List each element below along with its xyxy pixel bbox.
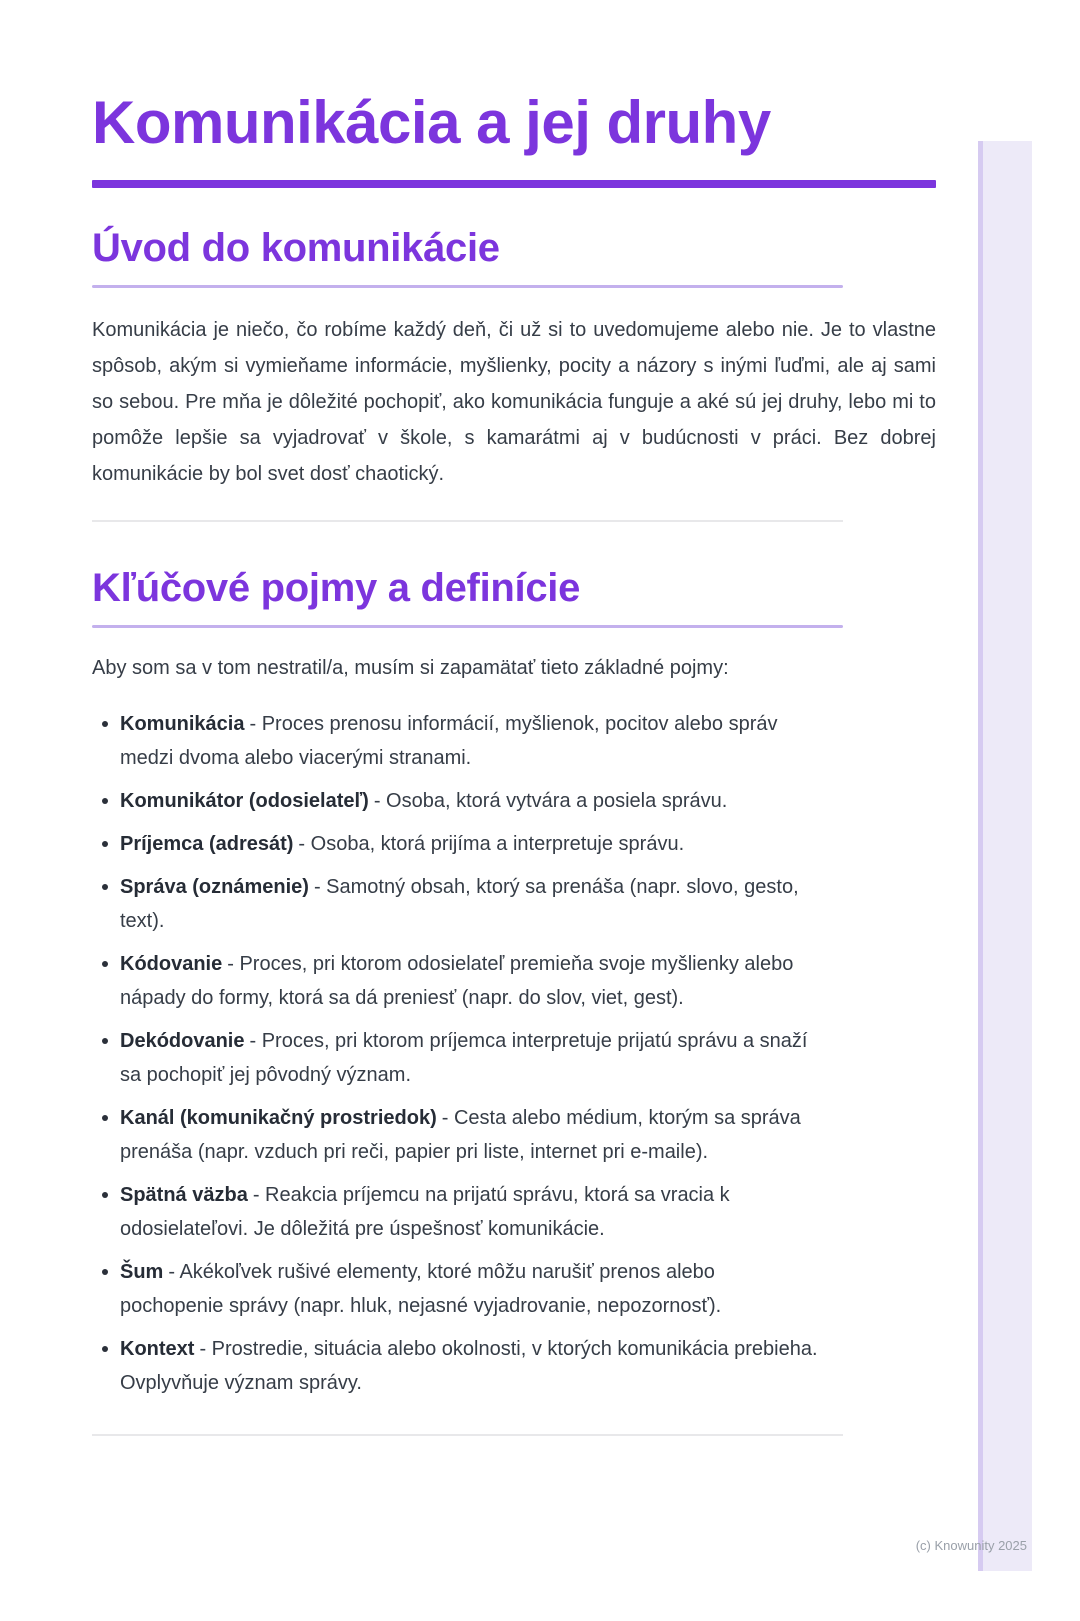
term-name: Kontext [120,1338,195,1360]
term-definition: - Akékoľvek rušivé elementy, ktoré môžu narušiť prenos alebo pochopenie správy (napr. hluk, nejasné vyjadrovanie, nepozornosť). [120,1261,722,1317]
term-list-item [92,1178,822,1246]
section-heading-uvod: Úvod do komunikácie [92,226,500,270]
section-divider [92,520,843,522]
term-name: Dekódovanie [120,1030,245,1052]
term-definition: - Cesta alebo médium, ktorým sa správa prenáša (napr. vzduch pri reči, papier pri liste, internet pri e-maile). [120,1107,801,1163]
term-definition: - Prostredie, situácia alebo okolnosti, v ktorých komunikácia prebieha. Ovplyvňuje význam správy. [120,1338,818,1394]
section-uvod [92,224,936,492]
term-list-item [92,784,822,818]
term-list-item [92,1332,822,1400]
term-name: Kanál (komunikačný prostriedok) [120,1107,437,1129]
heading-underline [92,285,843,288]
term-name: Príjemca (adresát) [120,833,294,855]
term-definition: - Osoba, ktorá prijíma a interpretuje správu. [298,833,685,855]
term-name: Komunikátor (odosielateľ) [120,790,369,812]
term-name: Spätná väzba [120,1184,248,1206]
term-list-item [92,827,822,861]
term-list-item [92,947,822,1015]
term-list-item [92,1024,822,1092]
copyright-watermark: (c) Knowunity 2025 [915,1538,1027,1553]
document-content [0,89,936,1436]
term-definition: - Proces, pri ktorom odosielateľ premieňa svoje myšlienky alebo nápady do formy, ktorá sa dá preniesť (napr. do slov, viet, gest). [120,953,794,1009]
title-rule [92,180,936,188]
term-definition: - Proces prenosu informácií, myšlienok, pocitov alebo správ medzi dvoma alebo viacerými stranami. [120,713,778,769]
term-list-item [92,1255,822,1323]
terms-list [92,707,822,1400]
term-definition: - Samotný obsah, ktorý sa prenáša (napr. slovo, gesto, text). [120,876,799,932]
page-title: Komunikácia a jej druhy [92,89,771,156]
term-definition: - Proces, pri ktorom príjemca interpretuje prijatú správu a snaží sa pochopiť jej pôvodný význam. [120,1030,808,1086]
term-definition: - Osoba, ktorá vytvára a posiela správu. [373,790,728,812]
term-list-item [92,870,822,938]
term-list-item [92,707,822,775]
term-name: Komunikácia [120,713,245,735]
bottom-divider [92,1434,843,1436]
term-name: Šum [120,1261,164,1283]
heading-underline [92,625,843,628]
terms-lead-sentence: Aby som sa v tom nestratil/a, musím si zapamätať tieto základné pojmy: [92,657,729,679]
section-pojmy [92,564,936,1400]
term-name: Kódovanie [120,953,223,975]
section-heading-pojmy: Kľúčové pojmy a definície [92,566,581,610]
term-name: Správa (oznámenie) [120,876,309,898]
term-definition: - Reakcia príjemcu na prijatú správu, ktorá sa vracia k odosielateľovi. Je dôležitá pre úspešnosť komunikácie. [120,1184,730,1240]
term-list-item [92,1101,822,1169]
intro-paragraph: Komunikácia je niečo, čo robíme každý deň, či už si to uvedomujeme alebo nie. Je to vlastne spôsob, akým si vymieňame informácie, myšlienky, pocity a názory s inými ľuďmi, ale aj sami so sebou. Pre mňa je dôležité pochopiť, ako komunikácia funguje a aké sú jej druhy, lebo mi to pomôže lepšie sa vyjadrovať v škole, s kamarátmi aj v budúcnosti v práci. Bez dobrej komunikácie by bol svet dosť chaotický. [92,319,936,485]
right-margin-stripe [978,141,1032,1571]
